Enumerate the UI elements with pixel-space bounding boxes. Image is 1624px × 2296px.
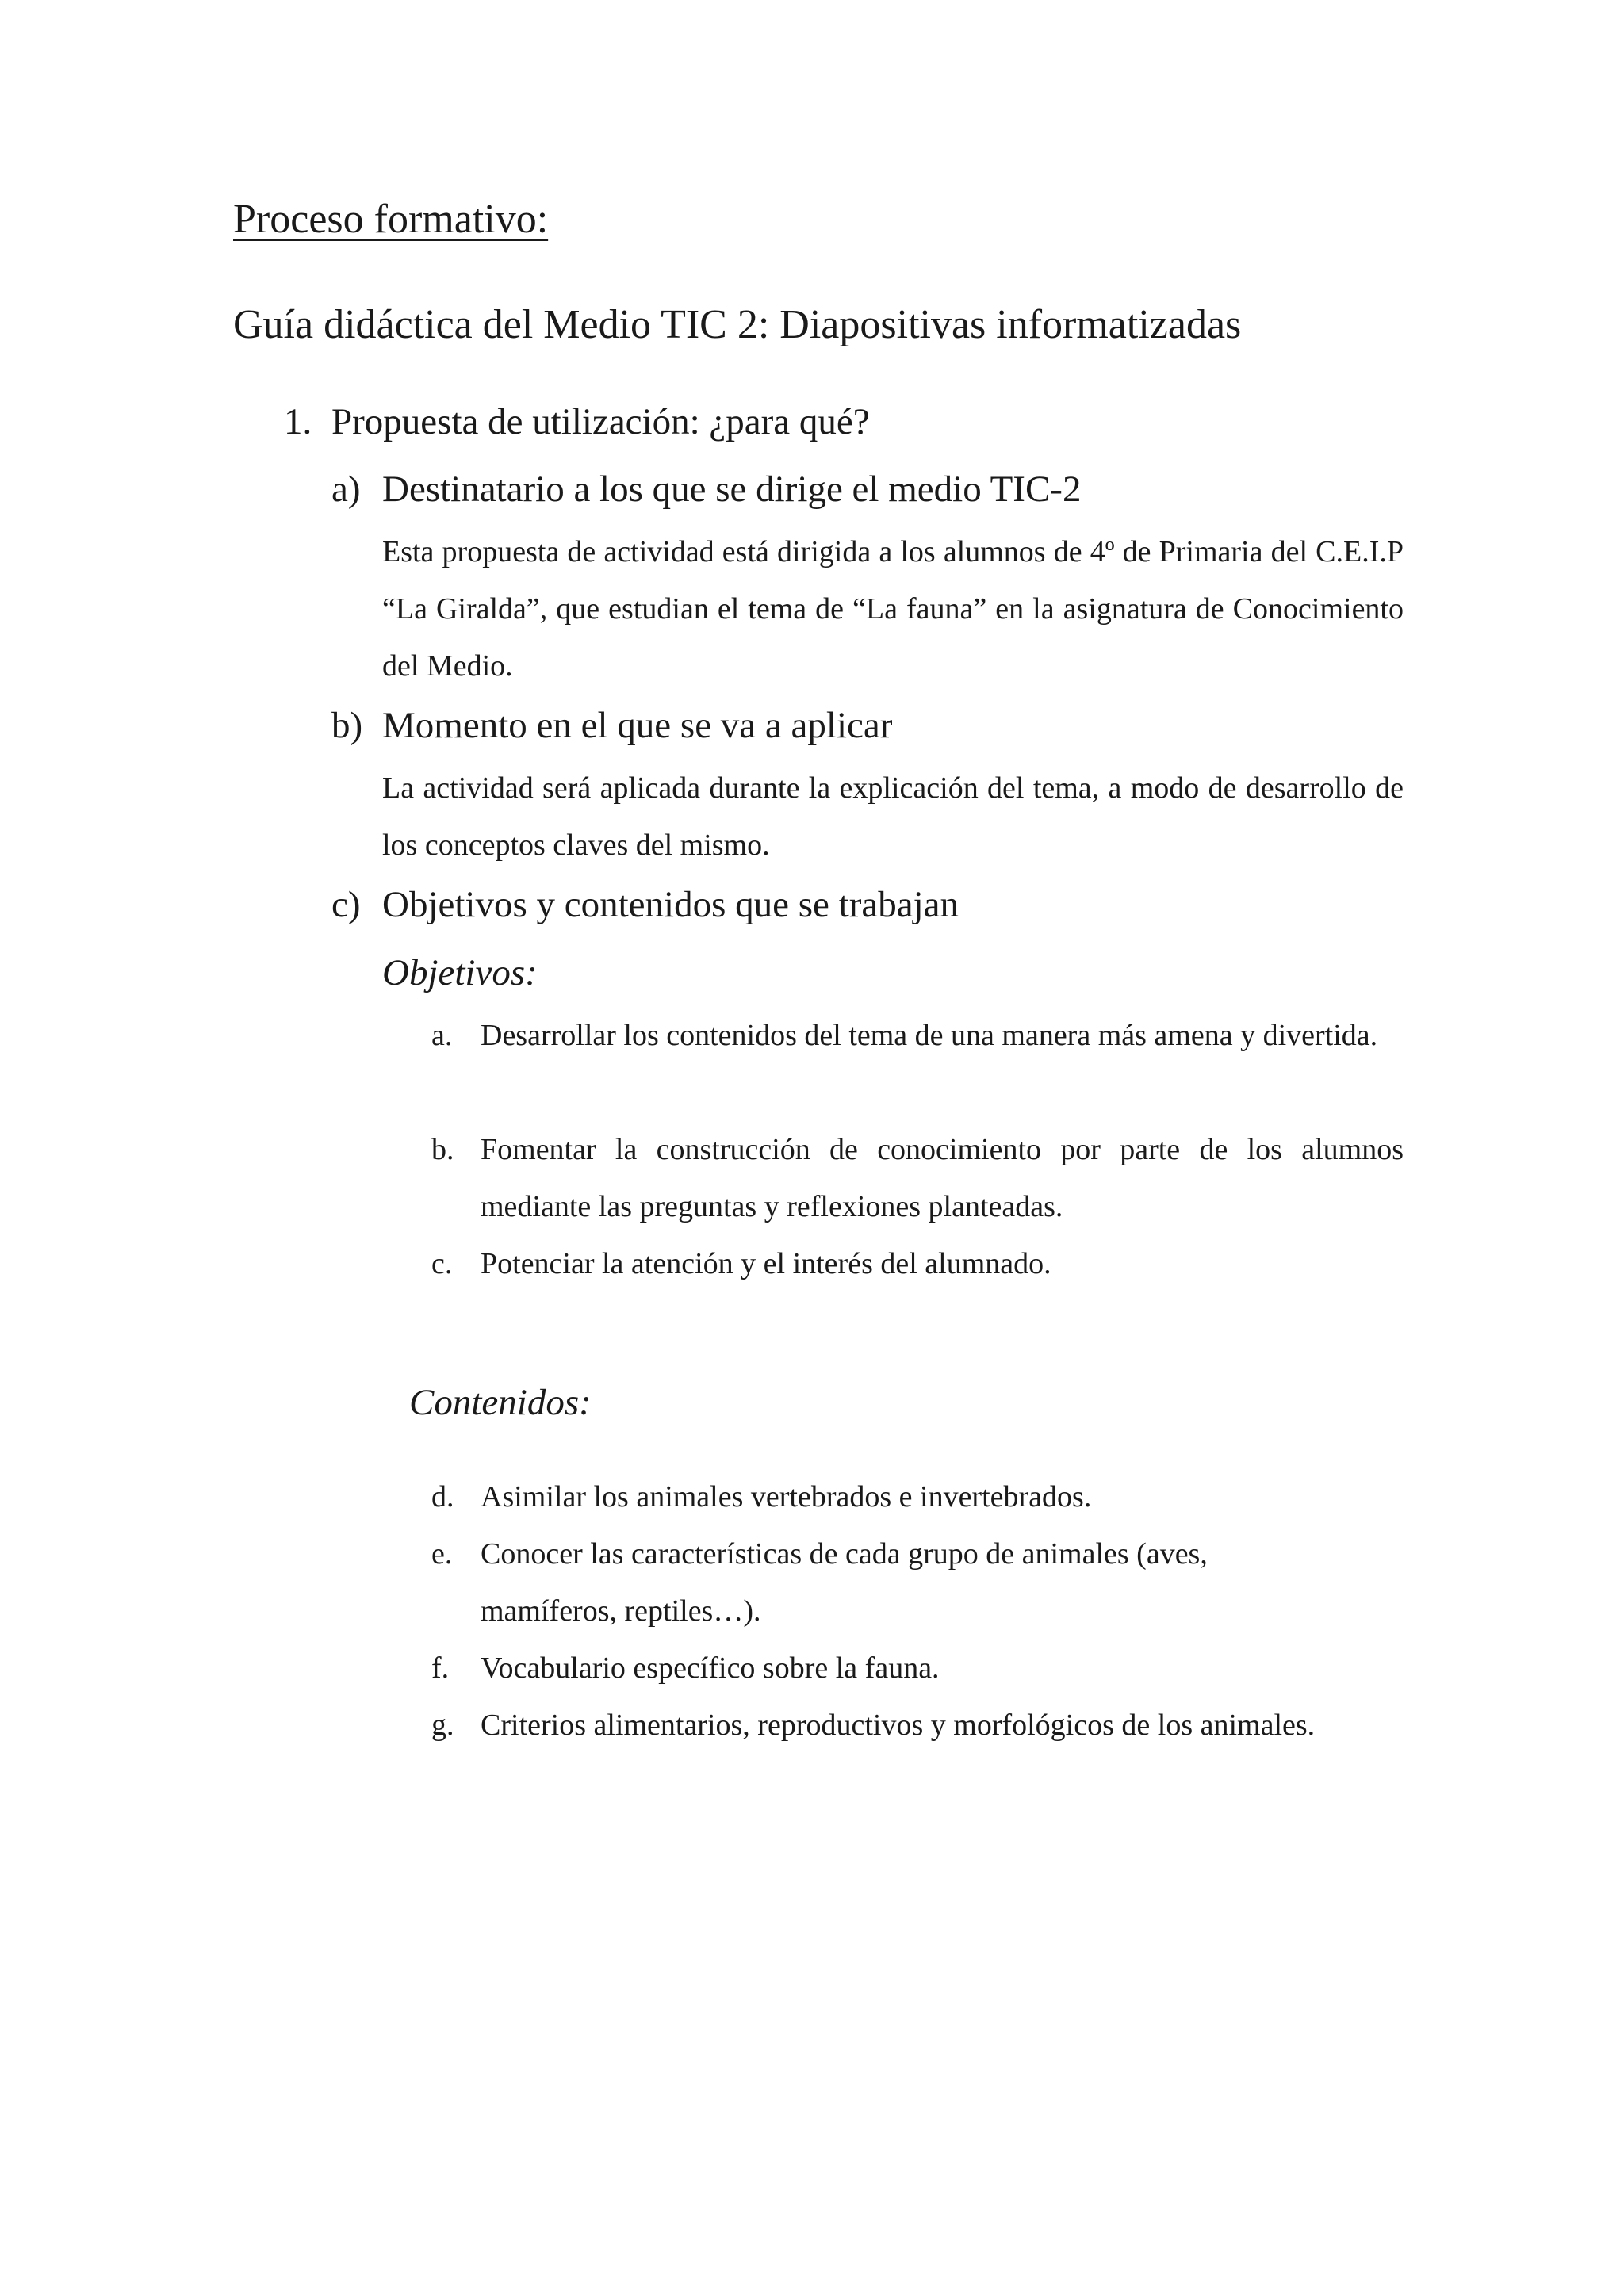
subsection-a-heading: Destinatario a los que se dirige el medio TIC-2: [382, 469, 1082, 510]
list-item-marker: e.: [431, 1537, 453, 1571]
list-item-marker: a.: [431, 1019, 453, 1052]
list-item-text: Fomentar la construcción de conocimiento por parte de los alumnos mediante las preguntas y reflexiones planteadas.: [481, 1133, 1404, 1223]
contenidos-label: Contenidos:: [409, 1382, 592, 1423]
page-title: Proceso formativo:: [233, 197, 549, 242]
subsection-a-marker: a): [331, 469, 361, 510]
list-item: [431, 1235, 1404, 1292]
list-item-marker: g.: [431, 1709, 454, 1742]
list-item-text: Potenciar la atención y el interés del alumnado.: [481, 1247, 1051, 1280]
list-item-marker: c.: [431, 1247, 453, 1280]
list-item-marker: b.: [431, 1133, 454, 1166]
list-item-text: Criterios alimentarios, reproductivos y morfológicos de los animales.: [481, 1709, 1316, 1742]
subsection-b-marker: b): [331, 705, 363, 746]
list-item: [431, 1468, 1404, 1525]
subsection-c-heading: Objetivos y contenidos que se trabajan: [382, 884, 959, 925]
list-item: [431, 1640, 1404, 1697]
section-1-marker: 1.: [284, 401, 312, 442]
objetivos-label: Objetivos:: [382, 952, 538, 993]
list-item: [431, 1697, 1404, 1754]
objetivos-list: [431, 1007, 1404, 1245]
subsection-a-text: Esta propuesta de actividad está dirigida a los alumnos de 4º de Primaria del C.E.I.P “La Giralda”, que estudian el tema de “La fauna” en la asignatura de Conocimiento del Medio.: [382, 535, 1404, 683]
list-item-text: Asimilar los animales vertebrados e invertebrados.: [481, 1480, 1092, 1513]
subsection-c-marker: c): [331, 884, 361, 925]
section-1-heading: Propuesta de utilización: ¿para qué?: [331, 401, 870, 442]
document-subtitle: Guía didáctica del Medio TIC 2: Diapositivas informatizadas: [233, 302, 1242, 347]
list-item-text: Conocer las características de cada grupo de animales (aves, mamíferos, reptiles…).: [481, 1537, 1208, 1628]
list-item-text: Desarrollar los contenidos del tema de una manera más amena y divertida.: [481, 1019, 1378, 1052]
list-item-text: Vocabulario específico sobre la fauna.: [481, 1651, 940, 1685]
list-item-marker: f.: [431, 1651, 450, 1685]
subsection-b-text: La actividad será aplicada durante la explicación del tema, a modo de desarrollo de los conceptos claves del mismo.: [382, 771, 1404, 862]
subsection-b-heading: Momento en el que se va a aplicar: [382, 705, 893, 746]
list-item: [431, 1525, 1404, 1640]
list-item-marker: d.: [431, 1480, 454, 1513]
